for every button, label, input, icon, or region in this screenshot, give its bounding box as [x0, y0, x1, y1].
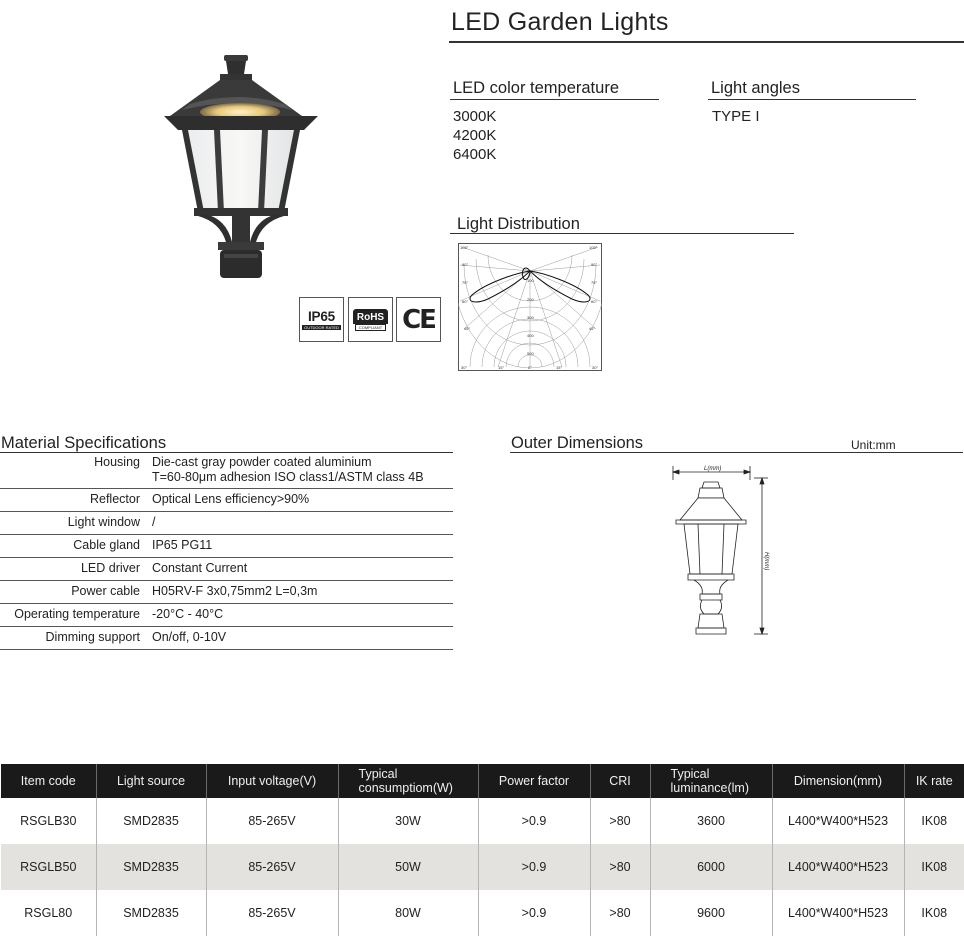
material-specs-heading: Material Specifications — [1, 434, 167, 452]
spec-key: Housing — [0, 452, 146, 489]
table-cell: >80 — [590, 798, 650, 844]
polar-angle-label: 60° — [462, 299, 469, 304]
spec-value: On/off, 0-10V — [146, 627, 453, 650]
polar-radial-label: 300 — [527, 315, 534, 320]
color-temperature-value: 6400K — [453, 146, 497, 163]
table-cell: IK08 — [904, 844, 964, 890]
table-cell: >80 — [590, 890, 650, 936]
color-temperature-value: 4200K — [453, 127, 497, 144]
table-cell: L400*W400*H523 — [772, 890, 904, 936]
table-row — [1, 890, 964, 936]
length-label: L(mm) — [704, 466, 722, 472]
polar-radial-label: 200 — [527, 297, 534, 302]
spec-value: Optical Lens efficiency>90% — [146, 489, 453, 512]
table-cell: 85-265V — [206, 798, 338, 844]
rohs-badge: RoHS COMPLIANT — [348, 297, 393, 342]
spec-row — [0, 535, 453, 558]
column-header: Typical consumptiom(W) — [338, 764, 478, 798]
table-row — [1, 844, 964, 890]
product-table-header — [1, 764, 964, 798]
light-angle-value: TYPE I — [712, 108, 760, 125]
column-header: Item code — [1, 764, 96, 798]
spec-key: Reflector — [0, 489, 146, 512]
garden-lamp-photo — [160, 52, 322, 284]
polar-angle-label: 60° — [591, 299, 598, 304]
spec-value: / — [146, 512, 453, 535]
polar-angle-label: 15° — [498, 365, 505, 370]
table-cell: 80W — [338, 890, 478, 936]
table-cell: 6000 — [650, 844, 772, 890]
ip65-badge: IP65 OUTDOOR RATED — [299, 297, 344, 342]
spec-key: Cable gland — [0, 535, 146, 558]
table-cell: 9600 — [650, 890, 772, 936]
table-cell: 85-265V — [206, 890, 338, 936]
polar-angle-label: 0° — [528, 365, 532, 370]
table-cell: SMD2835 — [96, 798, 206, 844]
table-cell: RSGLB30 — [1, 798, 96, 844]
page-title: LED Garden Lights — [451, 8, 669, 36]
polar-radial-label: 500 — [527, 351, 534, 356]
table-cell: >80 — [590, 844, 650, 890]
polar-distribution-diagram — [458, 243, 602, 371]
light-distribution-divider — [450, 233, 794, 234]
spec-key: LED driver — [0, 558, 146, 581]
spec-value — [146, 452, 453, 489]
polar-angle-label: 90° — [591, 262, 598, 267]
color-temperature-list — [453, 107, 496, 164]
table-cell: 3600 — [650, 798, 772, 844]
spec-key: Light window — [0, 512, 146, 535]
spec-row — [0, 627, 453, 650]
polar-radial-label: 100 — [527, 278, 534, 283]
spec-value-line: Die-cast gray powder coated aluminium — [152, 455, 372, 469]
spec-row — [0, 489, 453, 512]
table-cell: IK08 — [904, 798, 964, 844]
light-distribution-heading: Light Distribution — [457, 215, 580, 233]
outer-dimensions-divider — [510, 452, 963, 453]
light-angles-divider — [708, 99, 916, 100]
polar-angle-label: 90° — [462, 262, 469, 267]
polar-angle-label: 30° — [461, 365, 468, 370]
color-temperature-value: 3000K — [453, 108, 497, 125]
column-header: Dimension(mm) — [772, 764, 904, 798]
table-cell: IK08 — [904, 890, 964, 936]
table-cell: 50W — [338, 844, 478, 890]
spec-row — [0, 581, 453, 604]
polar-angle-label: 45° — [589, 326, 596, 331]
spec-value: H05RV-F 3x0,75mm2 L=0,3m — [146, 581, 453, 604]
column-header: Light source — [96, 764, 206, 798]
column-header: Power factor — [478, 764, 590, 798]
column-header: Input voltage(V) — [206, 764, 338, 798]
spec-value-line: T=60-80μm adhesion ISO class1/ASTM class 4B — [152, 470, 424, 484]
polar-angle-label: 75° — [591, 280, 598, 285]
spec-row — [0, 512, 453, 535]
table-cell: 85-265V — [206, 844, 338, 890]
spec-row — [0, 558, 453, 581]
table-cell: SMD2835 — [96, 844, 206, 890]
title-divider — [449, 41, 964, 43]
spec-key: Power cable — [0, 581, 146, 604]
color-temperature-divider — [450, 99, 659, 100]
polar-angle-label: 45° — [464, 326, 471, 331]
table-row — [1, 798, 964, 844]
spec-row — [0, 604, 453, 627]
spec-value: IP65 PG11 — [146, 535, 453, 558]
table-cell: L400*W400*H523 — [772, 798, 904, 844]
polar-angle-label: 15° — [556, 365, 563, 370]
color-temperature-heading: LED color temperature — [453, 79, 619, 97]
outer-dimension-drawing — [664, 462, 784, 640]
light-angles-list — [712, 107, 760, 126]
table-cell: >0.9 — [478, 844, 590, 890]
table-cell: 30W — [338, 798, 478, 844]
light-angles-heading: Light angles — [711, 79, 800, 97]
outer-dimensions-heading: Outer Dimensions — [511, 434, 644, 452]
polar-angle-label: 105° — [460, 245, 469, 250]
spec-key: Dimming support — [0, 627, 146, 650]
spec-value: Constant Current — [146, 558, 453, 581]
table-cell: SMD2835 — [96, 890, 206, 936]
spec-value: -20°C - 40°C — [146, 604, 453, 627]
column-header: Typical luminance(lm) — [650, 764, 772, 798]
polar-radial-label: 400 — [527, 333, 534, 338]
table-cell: RSGL80 — [1, 890, 96, 936]
spec-key: Operating temperature — [0, 604, 146, 627]
table-cell: >0.9 — [478, 890, 590, 936]
unit-label: Unit:mm — [851, 438, 896, 452]
product-table — [1, 764, 964, 936]
spec-row — [0, 452, 453, 489]
material-specs-table — [0, 452, 453, 650]
polar-angle-label: 105° — [589, 245, 598, 250]
polar-angle-label: 75° — [462, 280, 469, 285]
ce-badge: CE — [396, 297, 441, 342]
table-cell: >0.9 — [478, 798, 590, 844]
height-label: H(mm) — [763, 552, 769, 571]
column-header: CRI — [590, 764, 650, 798]
table-cell: RSGLB50 — [1, 844, 96, 890]
polar-angle-label: 30° — [592, 365, 599, 370]
column-header: IK rate — [904, 764, 964, 798]
table-cell: L400*W400*H523 — [772, 844, 904, 890]
